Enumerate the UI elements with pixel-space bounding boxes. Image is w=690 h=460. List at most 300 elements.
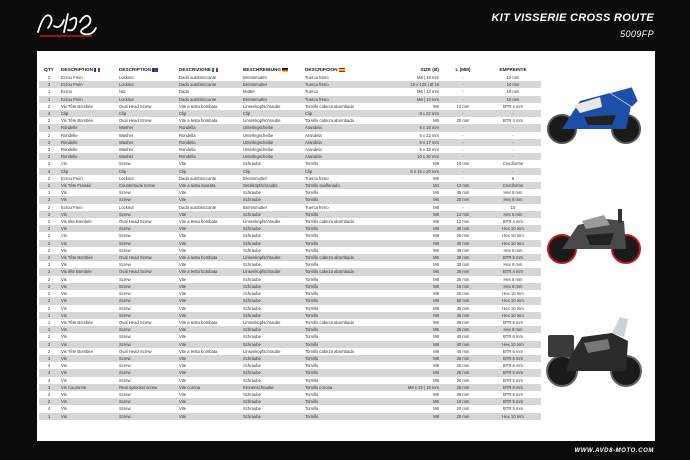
table-row bbox=[39, 240, 541, 247]
website-footer[interactable]: WWW.AVD8-MOTO.COM bbox=[574, 448, 654, 454]
table-row bbox=[39, 312, 541, 319]
table-cell: Clip bbox=[117, 110, 177, 117]
table-cell: - bbox=[485, 139, 541, 146]
table-cell: Screw bbox=[119, 262, 131, 268]
table-cell: Vis bbox=[59, 341, 117, 348]
table-cell: Vite a testa bombata bbox=[179, 118, 218, 124]
table-cell: 2 bbox=[39, 153, 59, 160]
table-cell: Vis Tête Bombée bbox=[61, 118, 93, 124]
table-cell: Screw bbox=[117, 398, 177, 405]
table-cell: Washer bbox=[117, 124, 177, 131]
table-row bbox=[39, 160, 541, 167]
table-row bbox=[39, 355, 541, 362]
table-cell: Vite bbox=[179, 406, 187, 412]
table-cell: - bbox=[512, 132, 514, 138]
table-cell: Linsenkopfschraube bbox=[243, 319, 281, 325]
table-cell: Vis Couronne bbox=[59, 384, 117, 391]
table-cell: 8 bbox=[511, 175, 515, 181]
table-cell: Tornillo bbox=[303, 369, 381, 376]
table-cell: Tornillo bbox=[305, 305, 319, 311]
table-cell: Tuerca freno bbox=[303, 81, 381, 88]
table-row bbox=[39, 290, 541, 297]
column-header: L (MM) bbox=[455, 67, 471, 72]
table-cell: Vis bbox=[61, 406, 67, 412]
flag-fr-icon bbox=[94, 68, 100, 72]
table-cell: Hex 8 mm bbox=[485, 211, 541, 218]
table-cell: Tornillo bbox=[305, 247, 319, 253]
table-cell: Schraube bbox=[243, 276, 261, 282]
table-cell: Tuerca freno bbox=[305, 75, 329, 80]
table-cell: Tornillo bbox=[303, 211, 381, 218]
table-cell: - bbox=[485, 153, 541, 160]
table-cell: Rondelle bbox=[61, 132, 78, 138]
table-cell: 30 mm bbox=[441, 225, 485, 232]
table-cell: 50 mm bbox=[441, 297, 485, 304]
table-cell: Clip bbox=[59, 110, 117, 117]
table-cell: Rondelle bbox=[59, 139, 117, 146]
table-cell: 2 bbox=[39, 240, 59, 247]
table-cell: M6 bbox=[381, 196, 441, 203]
table-cell: Vis bbox=[59, 398, 117, 405]
table-cell: Arandela bbox=[303, 139, 381, 146]
table-cell: Linsenkopfschraube bbox=[243, 103, 281, 109]
table-cell: Screw bbox=[119, 247, 131, 253]
table-cell: 4 bbox=[47, 391, 51, 397]
table-cell: 16 mm bbox=[441, 398, 485, 405]
table-cell: Clip bbox=[303, 168, 381, 175]
table-cell: M8 bbox=[433, 305, 439, 311]
table-cell: Vite bbox=[177, 326, 241, 333]
table-row bbox=[39, 81, 541, 88]
table-cell: M8 | 16 mm bbox=[416, 75, 439, 80]
table-cell: Vis bbox=[59, 283, 117, 290]
table-cell: Nut bbox=[119, 89, 126, 95]
table-cell: 2 bbox=[39, 283, 59, 290]
parts-table bbox=[39, 65, 541, 420]
table-cell: Vite bbox=[179, 247, 187, 253]
table-cell: Unterlegscheibe bbox=[241, 139, 303, 146]
table-cell: Schraube bbox=[243, 262, 261, 268]
table-cell: 2 bbox=[47, 75, 51, 80]
table-cell: 2 bbox=[47, 219, 51, 225]
table-cell: Vite bbox=[179, 276, 187, 282]
table-cell: BTR 4 mm bbox=[502, 103, 523, 109]
table-cell: 10 mm bbox=[506, 89, 520, 95]
table-cell: M8 bbox=[381, 355, 441, 362]
table-cell: M6 bbox=[381, 254, 441, 261]
table-cell: 12 mm bbox=[441, 182, 485, 189]
table-cell: Vite a testa bombata bbox=[177, 268, 241, 275]
table-cell: M6 bbox=[433, 118, 439, 124]
table-cell: 45 mm bbox=[441, 312, 485, 319]
table-cell: 2 bbox=[47, 103, 51, 109]
table-cell: Schraube bbox=[243, 161, 261, 167]
table-cell: M6 bbox=[381, 268, 441, 275]
table-cell: Countersunk screw bbox=[117, 182, 177, 189]
table-cell: Senkkopfschraube bbox=[241, 182, 303, 189]
table-cell: Vis bbox=[59, 240, 117, 247]
table-row bbox=[39, 182, 541, 189]
table-cell: Vis bbox=[59, 196, 117, 203]
table-cell: Washer bbox=[119, 132, 134, 138]
table-cell: Tornillo bbox=[303, 326, 381, 333]
table-cell: Hex 10 mm bbox=[502, 233, 524, 239]
table-cell: Tornillo bbox=[303, 355, 381, 362]
table-cell: 3 bbox=[47, 161, 51, 167]
table-cell: Schraube bbox=[241, 240, 303, 247]
table-cell: Vis bbox=[61, 334, 67, 340]
table-cell: 20 mm bbox=[441, 413, 485, 420]
table-cell: Hex 10 mm bbox=[485, 312, 541, 319]
table-cell: Oval Head Screw bbox=[119, 348, 152, 354]
table-cell: Ecrou Frein bbox=[61, 175, 83, 181]
table-row bbox=[39, 369, 541, 376]
brand-logo bbox=[34, 6, 104, 40]
table-cell: Locknut bbox=[119, 204, 134, 210]
table-cell: Vite bbox=[177, 312, 241, 319]
table-cell: Tornillo bbox=[303, 413, 381, 420]
table-cell: Dado autobloccante bbox=[179, 75, 217, 80]
table-cell: 10 mm bbox=[485, 96, 541, 103]
table-cell: Screw bbox=[117, 196, 177, 203]
table-cell: M5 bbox=[433, 161, 439, 167]
table-cell: Schraube bbox=[241, 398, 303, 405]
table-cell: Bremsmutter bbox=[241, 81, 303, 88]
table-cell: Tornillo bbox=[305, 377, 319, 383]
table-cell: Ecrou Frein bbox=[59, 96, 117, 103]
flag-uk-icon bbox=[152, 68, 158, 72]
table-cell: Vite bbox=[177, 225, 241, 232]
table-cell: Schraube bbox=[241, 369, 303, 376]
table-cell: Clip bbox=[177, 110, 241, 117]
table-cell: Tornillo cabeza abombada bbox=[303, 268, 381, 275]
table-cell: Vite bbox=[179, 291, 187, 297]
table-row bbox=[39, 96, 541, 103]
table-cell: Tornillo bbox=[303, 297, 381, 304]
table-cell: Vite bbox=[177, 240, 241, 247]
table-cell: Ecrou Frein bbox=[59, 81, 117, 88]
table-cell: Vite bbox=[179, 377, 187, 383]
table-cell: Vis bbox=[61, 276, 67, 282]
table-cell: 2 bbox=[47, 348, 51, 354]
table-cell: 6 x 16 mm bbox=[381, 124, 441, 131]
table-cell: Mutter bbox=[243, 89, 255, 95]
table-cell: 1 bbox=[47, 319, 51, 325]
table-cell: Rondella bbox=[179, 132, 196, 138]
table-cell: - bbox=[441, 110, 485, 117]
table-cell: Vite a testa bombata bbox=[179, 103, 218, 109]
table-cell: M4 bbox=[381, 182, 441, 189]
table-cell: Schraube bbox=[241, 341, 303, 348]
table-cell: M6 bbox=[381, 398, 441, 405]
table-cell: Vis bbox=[61, 363, 67, 369]
table-cell: Vite bbox=[179, 161, 187, 167]
table-cell: Vis Tête Bombée bbox=[61, 103, 93, 109]
table-cell: 40 mm bbox=[441, 341, 485, 348]
table-cell: Hex 8 mm bbox=[485, 196, 541, 203]
table-cell: Arandela bbox=[305, 132, 322, 138]
table-cell: 4 bbox=[47, 363, 51, 369]
table-cell: 2 bbox=[39, 225, 59, 232]
table-cell: 35 mm bbox=[441, 326, 485, 333]
table-cell: 25 mm bbox=[456, 233, 470, 239]
table-cell: Vis bbox=[61, 291, 67, 297]
table-cell: Vis Tête Bombée bbox=[59, 254, 117, 261]
table-cell: Linsenkopfschraube bbox=[243, 348, 281, 354]
table-cell: Bremsmutter bbox=[241, 96, 303, 103]
table-cell: 14 mm bbox=[485, 81, 541, 88]
table-row bbox=[39, 225, 541, 232]
table-cell: Locknut bbox=[117, 96, 177, 103]
table-cell: 2 bbox=[47, 291, 51, 297]
table-cell: Schraube bbox=[243, 391, 261, 397]
column-header: DESCRIPTION bbox=[117, 65, 177, 74]
table-cell: 1 bbox=[47, 190, 51, 196]
table-cell: M8 bbox=[433, 363, 439, 369]
table-row bbox=[39, 362, 541, 369]
table-cell: Vite bbox=[177, 355, 241, 362]
table-cell: Vite bbox=[179, 262, 187, 268]
table-cell: Vite bbox=[177, 341, 241, 348]
table-cell: Vis bbox=[61, 377, 67, 383]
table-cell: Hex 10 mm bbox=[502, 305, 524, 311]
table-cell: Schraube bbox=[243, 190, 261, 196]
table-cell: Screw bbox=[117, 413, 177, 420]
table-row bbox=[39, 124, 541, 131]
table-cell: M8 bbox=[433, 233, 439, 239]
table-cell: BTR 5 mm bbox=[502, 377, 523, 383]
table-cell: 5 bbox=[39, 124, 59, 131]
table-cell: BTR 4 mm bbox=[502, 219, 523, 225]
table-cell: Tornillo bbox=[305, 276, 319, 282]
table-cell: BTR 5 mm bbox=[485, 254, 541, 261]
table-cell: Vite bbox=[179, 334, 187, 340]
table-cell: Tornillo bbox=[305, 233, 319, 239]
table-cell: Schraube bbox=[243, 406, 261, 412]
table-cell: BTR 8 mm bbox=[485, 384, 541, 391]
table-cell: Schraube bbox=[241, 413, 303, 420]
table-cell: 12 mm bbox=[456, 103, 470, 109]
flag-it-icon bbox=[212, 68, 218, 72]
table-cell: Washer bbox=[117, 153, 177, 160]
table-cell: M6 bbox=[381, 326, 441, 333]
column-header: QTY bbox=[44, 67, 54, 72]
table-cell: M8 bbox=[381, 341, 441, 348]
table-cell: M8 x 32 | 16 mm bbox=[381, 384, 441, 391]
table-cell: Vis bbox=[61, 391, 67, 397]
table-cell: Schraube bbox=[243, 363, 261, 369]
table-cell: Tornillo bbox=[303, 283, 381, 290]
table-cell: 4 bbox=[39, 168, 59, 175]
table-row bbox=[39, 341, 541, 348]
table-cell: 35 mm bbox=[456, 305, 470, 311]
table-cell: Vis bbox=[61, 161, 67, 167]
table-cell: Schraube bbox=[241, 326, 303, 333]
table-cell: 20 mm bbox=[456, 406, 470, 412]
table-cell: - bbox=[485, 110, 541, 117]
table-cell: Hex 10 mm bbox=[502, 291, 524, 297]
table-cell: 2 bbox=[39, 211, 59, 218]
table-cell: 2 bbox=[39, 398, 59, 405]
table-row bbox=[39, 283, 541, 290]
table-cell: M6 bbox=[433, 219, 439, 225]
table-cell: - bbox=[441, 168, 485, 175]
table-cell: Screw bbox=[117, 211, 177, 218]
column-header: DESCRIPTION bbox=[59, 65, 117, 74]
table-cell: 20 mm bbox=[456, 118, 470, 124]
table-cell: Washer bbox=[117, 139, 177, 146]
table-cell: Vis Tête Fraisée bbox=[59, 182, 117, 189]
flag-de-icon bbox=[282, 68, 288, 72]
table-cell: M8 bbox=[381, 413, 441, 420]
table-cell: 1 bbox=[39, 326, 59, 333]
table-cell: 2 bbox=[39, 297, 59, 304]
table-cell: 1 bbox=[39, 312, 59, 319]
table-row bbox=[39, 74, 541, 81]
table-row bbox=[39, 391, 541, 398]
table-cell: Linsenkopfschraube bbox=[243, 219, 281, 225]
table-row bbox=[39, 319, 541, 326]
table-cell: M6 bbox=[433, 377, 439, 383]
table-cell: Tornillo bbox=[305, 334, 319, 340]
table-cell: Screw bbox=[119, 161, 131, 167]
table-cell: 6 x 22 mm bbox=[419, 132, 439, 138]
table-cell: 2 bbox=[47, 175, 51, 181]
table-cell: Hex 10 mm bbox=[485, 240, 541, 247]
table-cell: 10 bbox=[510, 204, 516, 210]
table-cell: 12 mm bbox=[441, 211, 485, 218]
table-cell: BTR 5 mm bbox=[502, 348, 523, 354]
table-cell: Screw bbox=[119, 291, 131, 297]
table-row bbox=[39, 117, 541, 124]
table-cell: Hex 8 mm bbox=[503, 276, 523, 282]
table-cell: Tornillo bbox=[305, 262, 319, 268]
table-cell: 2 bbox=[47, 276, 51, 282]
table-cell: M5 bbox=[433, 175, 439, 181]
table-cell: - bbox=[462, 204, 464, 210]
table-cell: Tornillo corona bbox=[303, 384, 381, 391]
table-cell: Dado autobloccante bbox=[177, 81, 241, 88]
table-cell: Ecrou Frein bbox=[61, 204, 83, 210]
table-cell: Vis bbox=[59, 297, 117, 304]
table-cell: BTR 5 mm bbox=[502, 391, 523, 397]
table-cell: Hex 10 mm bbox=[485, 225, 541, 232]
table-cell: 25 mm bbox=[441, 268, 485, 275]
table-cell: 1 bbox=[47, 89, 51, 95]
table-cell: Vite bbox=[179, 363, 187, 369]
table-cell: Schraube bbox=[243, 291, 261, 297]
table-row bbox=[39, 377, 541, 384]
table-cell: Vis Tête Bombée bbox=[61, 319, 93, 325]
table-cell: Hex 10 mm bbox=[485, 297, 541, 304]
table-cell: Hex 8 mm bbox=[503, 190, 523, 196]
table-cell: Tornillo bbox=[303, 312, 381, 319]
table-cell: Vite bbox=[179, 391, 187, 397]
table-cell: Tuerca freno bbox=[303, 96, 381, 103]
table-cell: Oval Head Screw bbox=[117, 268, 177, 275]
table-header-row bbox=[39, 65, 541, 74]
table-cell: Linsenkopfschraube bbox=[241, 254, 303, 261]
flag-es-icon bbox=[339, 68, 345, 72]
table-cell: Cruciforme bbox=[485, 182, 541, 189]
table-cell: 20 mm bbox=[456, 291, 470, 297]
table-cell: 2 bbox=[47, 334, 51, 340]
table-cell: 4 bbox=[39, 110, 59, 117]
table-cell: M8 bbox=[433, 334, 439, 340]
table-cell: 3 bbox=[39, 81, 59, 88]
table-row bbox=[39, 139, 541, 146]
table-cell: Vite a testa bombata bbox=[177, 254, 241, 261]
table-cell: - bbox=[441, 153, 485, 160]
table-cell: Rondella bbox=[177, 124, 241, 131]
table-cell: Schraube bbox=[243, 233, 261, 239]
table-cell: 4 bbox=[47, 377, 51, 383]
table-row bbox=[39, 261, 541, 268]
table-cell: Rondella bbox=[177, 139, 241, 146]
table-cell: Hex 8 mm bbox=[485, 326, 541, 333]
table-cell: Screw bbox=[117, 341, 177, 348]
table-cell: Screw bbox=[119, 276, 131, 282]
table-cell: M6 | 13 mm bbox=[416, 89, 439, 95]
parts-sheet bbox=[37, 51, 655, 441]
table-cell: 30 mm bbox=[441, 254, 485, 261]
table-cell: Vis tête Bombée bbox=[61, 219, 92, 225]
adventure-bike-image bbox=[540, 313, 648, 391]
table-cell: Screw bbox=[119, 377, 131, 383]
table-cell: 40 mm bbox=[456, 247, 470, 253]
table-row bbox=[39, 110, 541, 117]
table-row bbox=[39, 153, 541, 160]
table-cell: Washer bbox=[119, 147, 134, 153]
table-cell: Bremsmutter bbox=[243, 204, 267, 210]
table-cell: 6 x 12 mm bbox=[419, 147, 439, 153]
table-cell: Kronenschraube bbox=[241, 384, 303, 391]
table-cell: Arandela bbox=[305, 147, 322, 153]
table-cell: M8 bbox=[381, 225, 441, 232]
table-cell: Clip bbox=[303, 110, 381, 117]
table-row bbox=[39, 218, 541, 225]
table-cell: 2 bbox=[47, 204, 51, 210]
table-row bbox=[39, 189, 541, 196]
table-cell: 2 bbox=[47, 132, 51, 138]
table-cell: Tornillo cabeza abombada bbox=[303, 254, 381, 261]
table-row bbox=[39, 211, 541, 218]
table-cell: 40 mm bbox=[456, 348, 470, 354]
table-cell: Locknut bbox=[117, 81, 177, 88]
table-cell: Unterlegscheibe bbox=[241, 153, 303, 160]
table-cell: 20 mm bbox=[456, 363, 470, 369]
table-cell: Schraube bbox=[241, 225, 303, 232]
table-cell: Tornillo bbox=[303, 341, 381, 348]
table-cell: 45 mm bbox=[456, 190, 470, 196]
table-row bbox=[39, 168, 541, 175]
table-cell: 25 mm bbox=[441, 384, 485, 391]
table-cell: Tornillo bbox=[305, 391, 319, 397]
table-cell: BTR 6 mm bbox=[485, 355, 541, 362]
table-cell: Vis bbox=[61, 262, 67, 268]
table-cell: Screw bbox=[119, 305, 131, 311]
table-cell: 2 bbox=[47, 305, 51, 311]
table-cell: Vis bbox=[61, 233, 67, 239]
table-cell: 40 mm bbox=[441, 240, 485, 247]
table-cell: Vite a testa bombata bbox=[179, 348, 218, 354]
table-cell: Hex 10 mm bbox=[485, 341, 541, 348]
page-title: KIT VISSERIE CROSS ROUTE bbox=[491, 12, 654, 24]
table-cell: Unterlegscheibe bbox=[241, 124, 303, 131]
table-cell: Linsenkopfschraube bbox=[241, 268, 303, 275]
table-cell: M8 bbox=[433, 291, 439, 297]
table-cell: Ecrou Frein bbox=[61, 75, 83, 80]
